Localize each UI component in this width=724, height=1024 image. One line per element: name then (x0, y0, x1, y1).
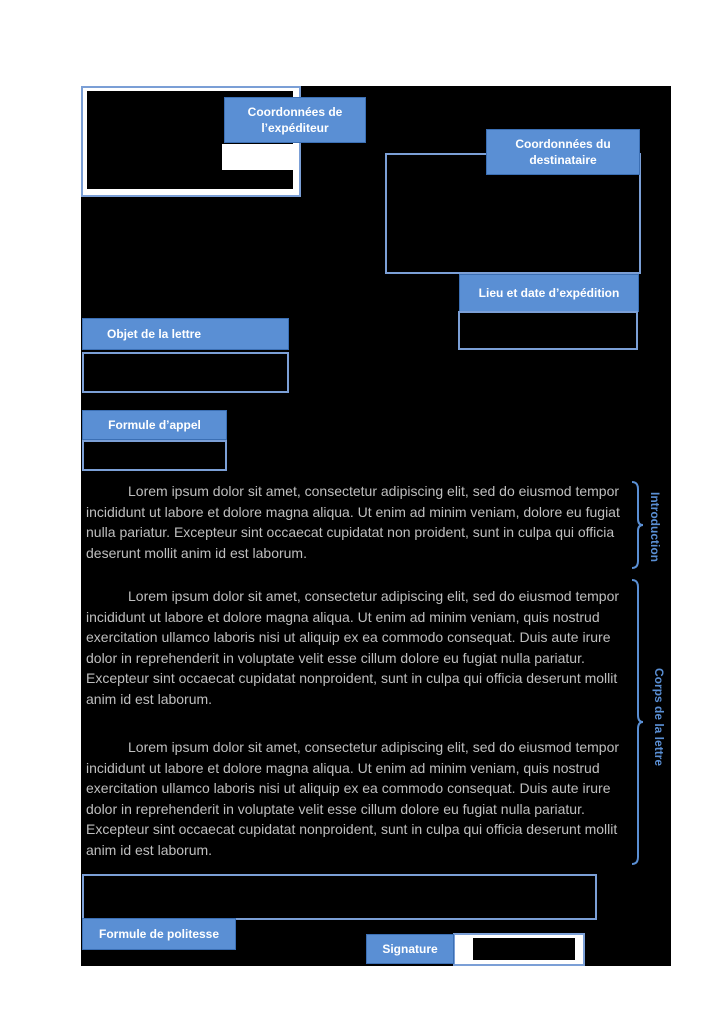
recipient-label: Coordonnées du destinataire (486, 129, 640, 175)
body-side-label: Corps de la lettre (652, 668, 666, 767)
body-paragraph-2: Lorem ipsum dolor sit amet, consectetur adipiscing elit, sed do eiusmod tempor incididunt ut labore et dolore magna aliqua. Ut enim ad minim veniam, quis nostrud exercitation ullamco laboris nisi ut aliquip ex ea commodo consequat. Duis aute irure dolor in reprehenderit in voluptate velit esse cillum dolore eu fugiat nulla pariatur. Excepteur sint occaecat cupidatat nonproident, sunt in culpa qui officia deserunt mollit anim id est laborum. (86, 739, 620, 858)
salutation-label: Formule d’appel (82, 410, 227, 440)
place-date-label: Lieu et date d’expédition (459, 274, 639, 312)
body-paragraph-1: Lorem ipsum dolor sit amet, consectetur adipiscing elit, sed do eiusmod tempor incididunt ut labore et dolore magna aliqua. Ut enim ad minim veniam, quis nostrud exercitation ullamco laboris nisi ut aliquip ex ea commodo consequat. Duis aute irure dolor in reprehenderit in voluptate velit esse cillum dolore eu fugiat nulla pariatur. Excepteur sint occaecat cupidatat nonproident, sunt in culpa qui officia deserunt mollit anim id est laborum. (86, 588, 620, 707)
closing-label: Formule de politesse (82, 918, 236, 950)
subject-label: Objet de la lettre (82, 318, 289, 350)
place-date-box (458, 311, 638, 350)
salutation-box (82, 440, 227, 471)
sender-label: Coordonnées de l’expéditeur (224, 97, 366, 143)
introduction-side-label: Introduction (648, 492, 662, 562)
introduction-brace (630, 481, 644, 569)
body-brace (630, 579, 644, 865)
signature-redacted (473, 938, 575, 960)
closing-box (82, 874, 597, 920)
subject-box (82, 352, 289, 393)
introduction-paragraph: Lorem ipsum dolor sit amet, consectetur adipiscing elit, sed do eiusmod tempor incididunt ut labore et dolore magna aliqua. Ut enim ad minim veniam, dolore eu fugiat nulla pariatur. Excepteur sint occaecat cupidatat non proident, sunt in culpa qui officia deserunt mollit anim id est laborum. (86, 483, 620, 561)
signature-label: Signature (366, 934, 454, 964)
sender-label-gap (222, 144, 294, 170)
